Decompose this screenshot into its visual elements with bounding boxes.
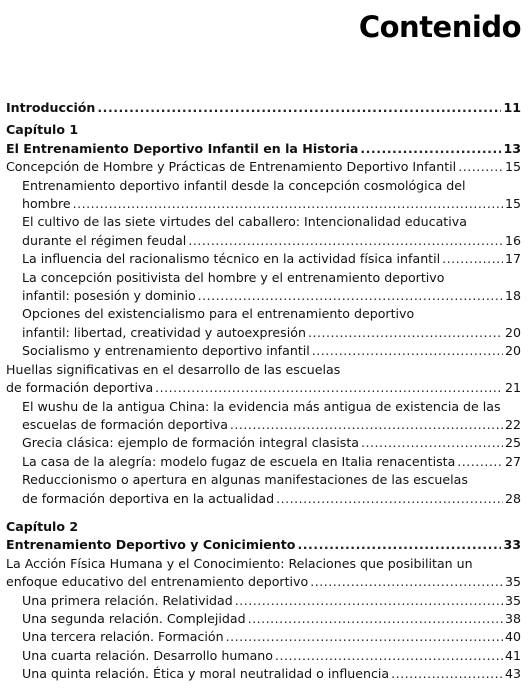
toc-entry-title-line: infantil: posesión y dominio <box>22 288 196 304</box>
toc-entry[interactable] <box>6 610 521 628</box>
dot-leader <box>188 232 503 250</box>
chapter-label: Capítulo 1 <box>6 122 79 138</box>
page-number: 28 <box>504 490 521 506</box>
toc-entry-title: Una cuarta relación. Desarrollo humano <box>22 647 273 663</box>
page-number: 11 <box>503 100 521 115</box>
toc-entry[interactable] <box>6 628 521 646</box>
dot-leader <box>155 379 503 397</box>
toc-entry-chapter-1[interactable] <box>6 140 521 158</box>
toc-entry-title: Una quinta relación. Ética y moral neutralidad o influencia <box>22 666 390 682</box>
toc-entry[interactable] <box>6 250 521 268</box>
toc-entry-introduccion[interactable] <box>6 99 521 117</box>
toc-entry-title: La influencia del racionalismo técnico en la actividad física infantil <box>22 251 441 267</box>
toc-entry-title-line: El cultivo de las siete virtudes del caballero: Intencionalidad educativa <box>22 214 467 230</box>
dot-leader <box>275 647 503 665</box>
dot-leader <box>226 628 503 646</box>
table-of-contents <box>6 99 521 684</box>
dot-leader <box>391 665 503 683</box>
page-number: 35 <box>504 592 521 608</box>
page-number: 18 <box>504 288 521 304</box>
toc-entry[interactable] <box>6 434 521 452</box>
toc-entry[interactable] <box>6 592 521 610</box>
dot-leader <box>248 610 503 628</box>
toc-entry-title-line: durante el régimen feudal <box>22 232 187 248</box>
page-number: 22 <box>504 416 521 432</box>
page-number: 43 <box>504 666 521 682</box>
dot-leader <box>457 453 503 471</box>
dot-leader <box>198 287 503 305</box>
page-number: 21 <box>504 380 521 396</box>
toc-entry-title: Una segunda relación. Complejidad <box>22 610 246 626</box>
toc-entry-title: Concepción de Hombre y Prácticas de Entrenamiento Deportivo Infantil <box>6 159 457 175</box>
toc-entry-title-line: escuelas de formación deportiva <box>22 416 228 432</box>
toc-entry-title-line: Huellas significativas en el desarrollo de las escuelas <box>6 361 341 377</box>
page-number: 17 <box>504 251 521 267</box>
toc-entry[interactable] <box>6 269 521 306</box>
toc-entry-title: Una primera relación. Relatividad <box>22 592 233 608</box>
dot-leader <box>442 250 503 268</box>
page-number: 20 <box>504 343 521 359</box>
toc-entry-title-line: de formación deportiva <box>6 380 154 396</box>
dot-leader <box>312 342 503 360</box>
toc-entry[interactable] <box>6 158 521 176</box>
dot-leader <box>310 573 503 591</box>
chapter-label: Capítulo 2 <box>6 518 79 534</box>
toc-entry-title-line: La concepción positivista del hombre y el entrenamiento deportivo <box>22 269 445 285</box>
dot-leader <box>230 416 503 434</box>
page-number: 15 <box>504 159 521 175</box>
toc-entry-title-line: La Acción Física Humana y el Conocimiento: Relaciones que posibilitan un <box>6 555 473 571</box>
toc-entry[interactable] <box>6 213 521 250</box>
dot-leader <box>73 195 503 213</box>
dot-leader <box>97 99 501 117</box>
toc-entry[interactable] <box>6 453 521 471</box>
dot-leader <box>235 592 503 610</box>
toc-entry-title-line: hombre <box>22 196 71 212</box>
dot-leader <box>360 140 501 158</box>
toc-entry[interactable] <box>6 342 521 360</box>
toc-entry-title-line: Entrenamiento deportivo infantil desde la concepción cosmológica del <box>22 177 466 193</box>
dot-leader <box>276 490 503 508</box>
toc-entry-title-line: El wushu de la antigua China: la evidencia más antigua de existencia de las <box>22 398 501 414</box>
toc-entry-title: Una tercera relación. Formación <box>22 629 224 645</box>
toc-entry[interactable] <box>6 647 521 665</box>
page-number: 27 <box>504 453 521 469</box>
page-number: 33 <box>503 537 521 553</box>
toc-entry-title: Introducción <box>6 100 96 115</box>
toc-entry[interactable] <box>6 361 521 398</box>
dot-leader <box>308 324 503 342</box>
page-number: 41 <box>504 647 521 663</box>
toc-entry-title: Entrenamiento Deportivo y Conicimiento <box>6 537 296 553</box>
toc-entry-title-line: infantil: libertad, creatividad y autoexpresión <box>22 324 306 340</box>
toc-entry[interactable] <box>6 471 521 508</box>
toc-entry-title-line: de formación deportiva en la actualidad <box>22 490 275 506</box>
dot-leader <box>458 158 503 176</box>
dot-leader <box>361 434 503 452</box>
page-number: 38 <box>504 610 521 626</box>
toc-entry[interactable] <box>6 398 521 435</box>
toc-entry-title-line: enfoque educativo del entrenamiento deportivo <box>6 574 309 590</box>
page-title: Contenido <box>358 10 521 44</box>
toc-entry-title: La casa de la alegría: modelo fugaz de escuela en Italia renacentista <box>22 453 456 469</box>
toc-entry[interactable] <box>6 305 521 342</box>
page-number: 35 <box>504 574 521 590</box>
page-number: 40 <box>504 629 521 645</box>
dot-leader <box>297 536 501 554</box>
toc-entry[interactable] <box>6 177 521 214</box>
page-number: 15 <box>504 196 521 212</box>
toc-entry-title-line: Reduccionismo o apertura en algunas manifestaciones de las escuelas <box>22 472 468 488</box>
toc-entry[interactable] <box>6 665 521 683</box>
page-number: 25 <box>504 435 521 451</box>
toc-entry[interactable] <box>6 555 521 592</box>
page-number: 13 <box>503 140 521 156</box>
toc-entry-title: Grecia clásica: ejemplo de formación integral clasista <box>22 435 360 451</box>
toc-entry-title: El Entrenamiento Deportivo Infantil en la Historia <box>6 140 359 156</box>
toc-entry-chapter-2[interactable] <box>6 536 521 554</box>
page-number: 16 <box>504 232 521 248</box>
toc-entry-title: Socialismo y entrenamiento deportivo infantil <box>22 343 310 359</box>
toc-entry-title-line: Opciones del existencialismo para el entrenamiento deportivo <box>22 306 415 322</box>
page-number: 20 <box>504 324 521 340</box>
